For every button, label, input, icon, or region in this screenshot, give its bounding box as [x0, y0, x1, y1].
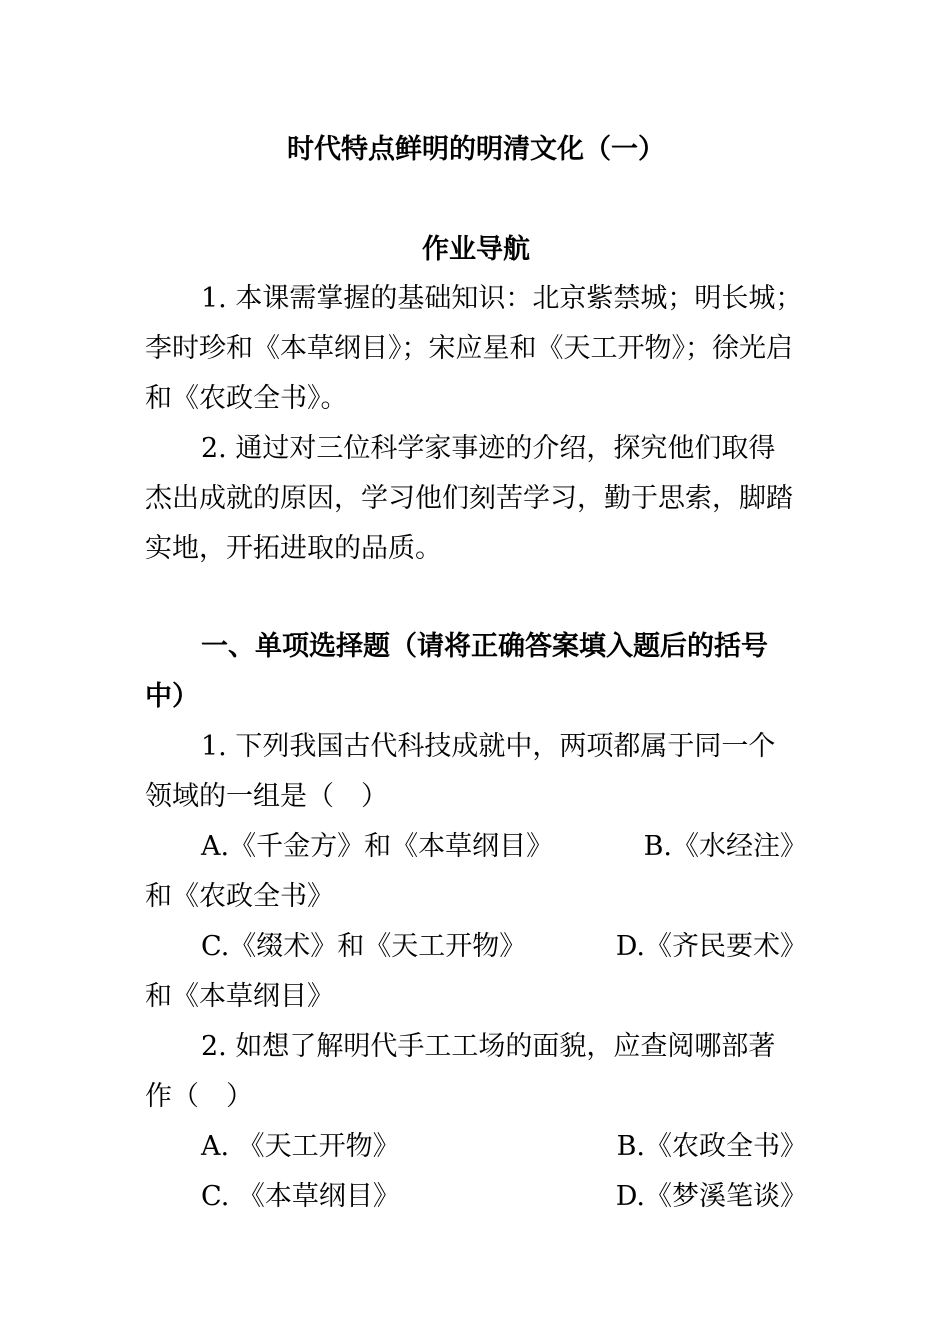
option-a: A. 《天工开物》: [201, 1131, 400, 1162]
guide-item-1-line: 李时珍和《本草纲目》；宋应星和《天工开物》；徐光启: [145, 333, 793, 364]
question-2: [145, 1022, 807, 1222]
question-1: [145, 722, 807, 1022]
guide-item-2: [145, 424, 807, 574]
option-row: [145, 1172, 807, 1222]
option-row: [145, 822, 807, 872]
option-b: B.《水经注》: [643, 831, 807, 862]
option-d: D.《梦溪笔谈》: [615, 1181, 807, 1212]
option-c: C.《缀术》和《天工开物》: [201, 931, 527, 962]
option-d: D.《齐民要术》: [615, 931, 807, 962]
section-heading: [145, 622, 807, 722]
guide-item-1-line: 1. 本课需掌握的基础知识：北京紫禁城；明长城；: [201, 283, 803, 314]
option-d-continuation: 和《本草纲目》: [145, 981, 334, 1012]
option-b: B.《农政全书》: [616, 1131, 807, 1162]
guide-item-2-line: 实地，开拓进取的品质。: [145, 533, 442, 564]
guide-item-2-line: 2. 通过对三位科学家事迹的介绍，探究他们取得: [201, 433, 776, 464]
option-b-continuation: 和《农政全书》: [145, 881, 334, 912]
option-row: [145, 922, 807, 972]
section-heading-line: 中）: [145, 681, 199, 712]
document-title: 时代特点鲜明的明清文化（一）: [287, 134, 665, 165]
question-stem-line: 作（ ）: [145, 1081, 253, 1112]
guide-item-1: [145, 274, 807, 424]
option-c: C. 《本草纲目》: [201, 1181, 400, 1212]
guide-item-1-line: 和《农政全书》。: [145, 383, 348, 414]
option-row: [145, 1122, 807, 1172]
question-stem-line: 领域的一组是（ ）: [145, 781, 388, 812]
guide-heading: 作业导航: [422, 234, 530, 265]
question-stem-line: 2. 如想了解明代手工工场的面貌，应查阅哪部著: [201, 1031, 776, 1062]
guide-item-2-line: 杰出成就的原因，学习他们刻苦学习，勤于思索，脚踏: [145, 483, 793, 514]
option-a: A.《千金方》和《本草纲目》: [201, 831, 554, 862]
question-stem-line: 1. 下列我国古代科技成就中，两项都属于同一个: [201, 731, 776, 762]
section-heading-line: 一、单项选择题（请将正确答案填入题后的括号: [201, 631, 768, 662]
